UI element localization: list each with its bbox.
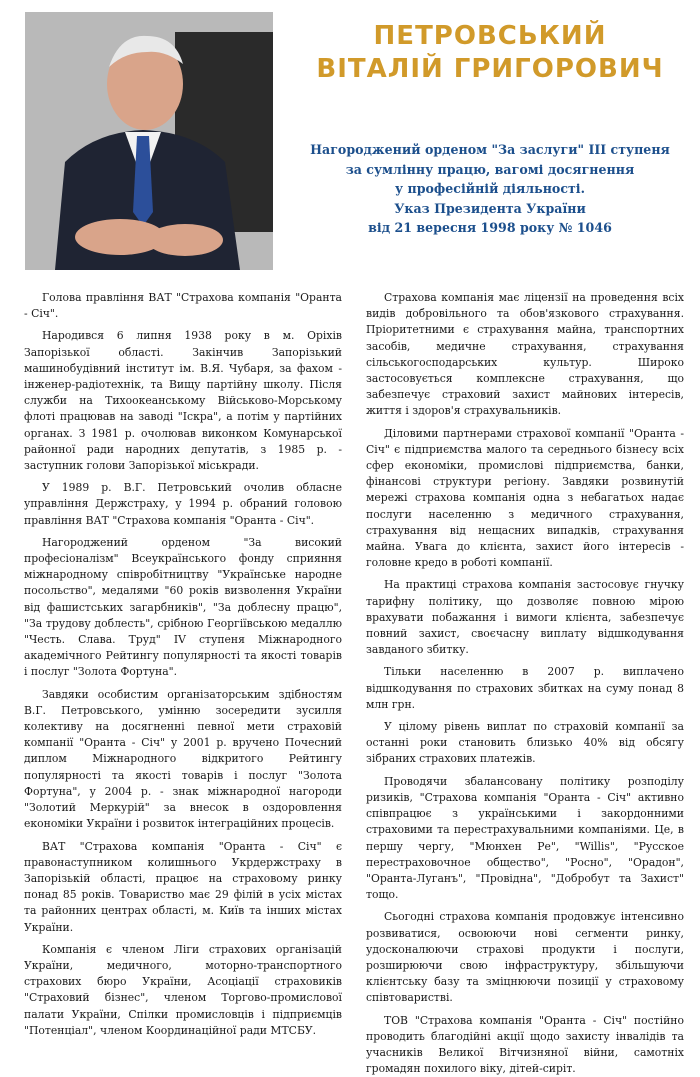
paragraph: У цілому рівень виплат по страховій компанії за останні роки становить близько 40% від обсягу зібраних страхових платежів. xyxy=(366,720,684,766)
paragraph: Діловими партнерами страхової компанії "Оранта - Січ" є підприємства малого та середнього бізнесу всіх сфер економіки, промислові підприємства, банки, фінансові структури регіону. Завдяки розвинутій мережі страхова компанія одна з небагатьох надає послуги населенню з медичного страхування, страхування від нещасних випадків, страхування майна. Увага до клієнта, захист його інтересів - головне кредо в роботі компанії. xyxy=(366,426,684,570)
article-body xyxy=(24,290,684,1076)
paragraph: На практиці страхова компанія застосовує гнучку тарифну політику, що дозволяє повною мірою врахувати побажання і вимоги клієнта, забезпечує повний захист, своєчасну виплату відшкодування завданого збитку. xyxy=(366,578,684,657)
paragraph: ТОВ "Страхова компанія "Оранта - Січ" постійно проводить благодійні акції щодо захисту інвалідів та учасників Великої Вітчизняної війни, самотніх громадян похилого віку, дітей-сиріт. xyxy=(366,1013,684,1076)
paragraph: Проводячи збалансовану політику розподілу ризиків, "Страхова компанія "Оранта - Січ" активно співпрацює з українськими і закордонними страховими та перестрахувальними компаніями. Це, в першу чергу, "Мюнхен Ре", "Willis", "Русское перестраховочное общество", "Росно", "Орадон", "Оранта-Луганъ", "Провідна", "Добробут та Захист" тощо. xyxy=(366,774,684,902)
award-statement xyxy=(300,140,680,238)
right-column xyxy=(366,290,684,1076)
paragraph: Страхова компанія має ліцензії на проведення всіх видів добровільного та обов'язкового страхування. Пріоритетними є страхування майна, транспортних засобів, медичне страхування, страхування сільськогосподарських культур. Широко застосовується комплексне страхування, що забезпечує страховий захист майнових інтересів, життя і здоров'я страхувальників. xyxy=(366,291,684,418)
paragraph: У 1989 р. В.Г. Петровський очолив обласне управління Держстраху, у 1994 р. обраний головою правління ВАТ "Страхова компанія "Оранта - Січ". xyxy=(24,481,342,527)
paragraph: Народився 6 липня 1938 року в м. Оріхів Запорізької області. Закінчив Запорізький машинобудівний інститут ім. В.Я. Чубаря, за фахом - інженер-радіотехнік, та Вищу партійну школу. Після служби на Тихоокеанському Військово-Морському флоті працював на заводі "Іскра", а потім у партійних органах. З 1981 р. очолював виконком Комунарської районної ради народних депутатів, з 1985 р. - заступник голови Запорізької міськради. xyxy=(24,329,342,473)
award-line: від 21 вересня 1998 року № 1046 xyxy=(368,220,612,235)
award-line: за сумлінну працю, вагомі досягнення xyxy=(345,161,635,177)
award-line: Нагороджений орденом "За заслуги" ІІІ ступеня xyxy=(310,142,670,157)
portrait-photo xyxy=(25,12,273,270)
paragraph: Нагороджений орденом "За високий професіоналізм" Всеукраїнського фонду сприяння міжнародному співробітництву "Українське народне посольство", медалями "60 років визволення України від фашистських загарбників", "За доблесну працю", "За трудову доблесть", срібною Георгіївською медаллю "Честь. Слава. Труд" IV ступеня Міжнародного академічного Рейтингу популярності та якості товарів і послуг "Золота Фортуна". xyxy=(24,535,342,679)
name-given: ВІТАЛІЙ ГРИГОРОВИЧ xyxy=(316,54,664,84)
award-line: у професійній діяльності. xyxy=(395,181,585,196)
paragraph: Компанія є членом Ліги страхових організацій України, медичного, моторно-транспортного страхових бюро України, Асоціації страховиків "Страховий бізнес", членом Торгово-промислової палати України, Спілки промисловців і підприємців "Потенціал", членом Координаційної ради МТСБУ. xyxy=(24,942,342,1037)
paragraph: Голова правління ВАТ "Страхова компанія "Оранта - Січ". xyxy=(24,291,342,321)
paragraph: Тільки населенню в 2007 р. виплачено відшкодування по страхових збитках на суму понад 8 млн грн. xyxy=(366,665,684,711)
portrait-illustration xyxy=(25,12,273,270)
paragraph: Сьогодні страхова компанія продовжує інтенсивно розвиватися, освоюючи нові сегменти ринку, удосконалюючи страхові продукти і послуги, розширюючи свою інфраструктуру, збільшуючи клієнтську базу та зміцнюючи позиції у страховому співтоваристві. xyxy=(366,910,684,1005)
left-column xyxy=(24,290,342,1037)
award-line: Указ Президента України xyxy=(394,200,586,216)
name-surname: ПЕТРОВСЬКИЙ xyxy=(373,21,607,51)
paragraph: ВАТ "Страхова компанія "Оранта - Січ" є правонаступником колишнього Укрдержстраху в Запорізькій області, працює на страховому ринку понад 85 років. Товариство має 29 філій в усіх містах та районних центрах області, м. Київ та інших містах України. xyxy=(24,839,342,934)
person-name xyxy=(300,20,680,86)
paragraph: Завдяки особистим організаторським здібностям В.Г. Петровського, умінню зосередити зусилля колективу на досягненні певної мети страховій компанії "Оранта - Січ" у 2001 р. вручено Почесний диплом Міжнародного відкритого Рейтингу популярності та якості товарів і послуг "Золота Фортуна", у 2004 р. - знак міжнародної нагороди "Золотий Меркурій" за внесок в оздоровлення економіки України і розвиток інтеграційних процесів. xyxy=(24,687,342,831)
